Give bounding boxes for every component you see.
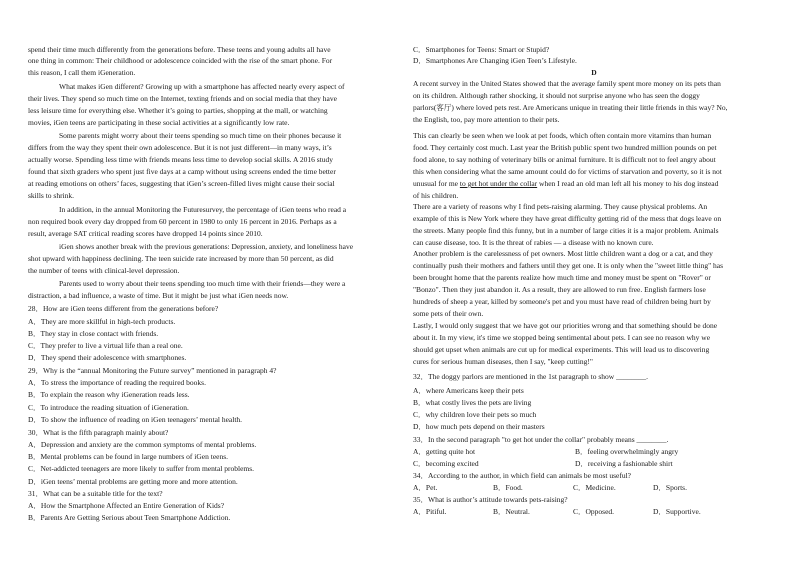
answer-option: B．To explain the reason why iGeneration reads less. <box>28 390 190 399</box>
answer-option: A．where Americans keep their pets <box>413 386 524 395</box>
answer-option: B．Neutral. <box>493 507 530 516</box>
text-line: In addition, in the annual Monitoring the Futuresurvey, the percentage of iGen teens who read a <box>59 205 347 214</box>
text-line: at reading emotions on others’ faces, suggesting that iGen’s screen-filled lives might cause their social <box>28 179 335 188</box>
answer-option: D．receiving a fashionable shirt <box>575 459 673 468</box>
text-line: Another problem is the carelessness of pet owners. Most little children want a dog or a cat, and they <box>413 249 713 258</box>
answer-option: C．Opposed. <box>573 507 615 516</box>
text-line: food alone, to say nothing of veterinary bills or animal furniture. It is difficult not to feel angry about <box>413 155 716 164</box>
text-line: iGen shows another break with the previous generations: Depression, anxiety, and loneliness have <box>59 242 354 251</box>
text-line: found that sixth graders who spent just five days at a camp without using screens ended the time better <box>28 167 336 176</box>
answer-options-row <box>413 447 775 457</box>
question-text: 28．How are iGen teens different from the generations before? <box>28 304 219 313</box>
text-line: spend their time much differently from the generations before. These teens and young adults all have <box>28 45 331 54</box>
text-line: skills to shrink. <box>28 191 75 200</box>
text-line: movies, iGen teens are participating in these social activities at a significantly low rate. <box>28 118 290 127</box>
text-line: the streets. Many people find this funny, but in a number of large cities it is a major problem. Animals <box>413 226 719 235</box>
answer-option: A．Depression and anxiety are the common symptoms of mental problems. <box>28 440 257 449</box>
text-line: A recent survey in the United States showed that the average family spent more money on its pets than <box>413 79 721 88</box>
question-text: 29．Why is the “annual Monitoring the Future survey” mentioned in paragraph 4? <box>28 366 277 375</box>
answer-option: C．Net-addicted teenagers are more likely to suffer from mental problems. <box>28 464 255 473</box>
answer-option: D．iGen teens’ mental problems are getting more and more attention. <box>28 477 238 486</box>
answer-option: A．Pet. <box>413 483 438 492</box>
answer-option: B．Mental problems can be found in large numbers of iGen teens. <box>28 452 229 461</box>
answer-option: C．Smartphones for Teens: Smart or Stupid? <box>413 45 550 54</box>
text-line: hundreds of sheep a year, killed by someone's pet and you must have read of children being hurt by <box>413 297 711 306</box>
answer-option: D．Smartphones Are Changing iGen Teen’s Lifestyle. <box>413 56 577 65</box>
answer-option: B．Parents Are Getting Serious about Teen Smartphone Addiction. <box>28 513 231 522</box>
answer-option: A．getting quite hot <box>413 447 476 456</box>
text-line: should get upset when animals are cut up for medical experiments. This will lead us to discovering <box>413 345 710 354</box>
answer-option: D．Supportive. <box>653 507 701 516</box>
question-text: 34．According to the author, in which field can animals be most useful? <box>413 471 631 480</box>
answer-option: B．feeling overwhelmingly angry <box>575 447 679 456</box>
text-line: This can clearly be seen when we look at pet foods, which often contain more vitamins than human <box>413 131 712 140</box>
text-line: this reason, I call them iGeneration. <box>28 68 136 77</box>
answer-option: D．Sports. <box>653 483 687 492</box>
text-line: There are a variety of reasons why I find pets-raising alarming. They cause physical problems. An <box>413 202 708 211</box>
question-text: 32．The doggy parlors are mentioned in the 1st paragraph to show ________. <box>413 372 648 381</box>
section-label: D <box>591 68 597 77</box>
text-line: Lastly, I would only suggest that we have got our priorities wrong and that something should be done <box>413 321 718 330</box>
answer-option: D．They spend their adolescence with smartphones. <box>28 353 187 362</box>
answer-option: C．becoming excited <box>413 459 479 468</box>
answer-options-row <box>413 507 775 517</box>
question-text: 30．What is the fifth paragraph mainly about? <box>28 428 169 437</box>
text-line: this when considering what the same amount could do for victims of starvation and poverty, so it is not <box>413 167 722 176</box>
text-line: actually worse. Spending less time with friends means less time to develop social skills. A 2016 study <box>28 155 333 164</box>
answer-option: B．what costly lives the pets are living <box>413 398 532 407</box>
answer-option: C．Medicine. <box>573 483 616 492</box>
question-text: 31．What can be a suitable title for the text? <box>28 489 163 498</box>
answer-option: D．how much pets depend on their masters <box>413 422 545 431</box>
answer-option: A．How the Smartphone Affected an Entire Generation of Kids? <box>28 501 225 510</box>
text-line: the English, too, pay more attention to their pets. <box>413 115 560 124</box>
text-line: result, average SAT critical reading scores have dropped 14 points since 2010. <box>28 229 263 238</box>
text-line: "Bonzo". Then they just abandon it. As a result, they are allowed to run free. English farmers lose <box>413 285 706 294</box>
answer-options-row <box>413 483 775 493</box>
answer-option: C．why children love their pets so much <box>413 410 537 419</box>
text-line: can cause disease, too. It is the threat of rabies — a disease with no known cure. <box>413 238 654 247</box>
answer-option: A．To stress the importance of reading the required books. <box>28 378 206 387</box>
question-text: 33．In the second paragraph "to get hot under the collar" probably means ________. <box>413 435 669 444</box>
answer-options-row <box>413 459 775 469</box>
answer-option: B．Food. <box>493 483 523 492</box>
answer-option: C．They prefer to live a virtual life than a real one. <box>28 341 183 350</box>
text-line: Parents used to worry about their teens spending too much time with their friends—they were a <box>59 279 346 288</box>
text-segment: unusual for me <box>413 179 460 188</box>
text-segment: when I read an old man left all his money to his dog instead <box>537 179 719 188</box>
text-line: on its children. Although rather shocking, it should not surprise anyone who has seen the doggy <box>413 91 700 100</box>
underlined-phrase: to get hot under the collar <box>459 179 538 188</box>
text-line: shot upward with happiness declining. The teen suicide rate increased by more than 50 percent, as did <box>28 254 334 263</box>
answer-option: C．To introduce the reading situation of iGeneration. <box>28 403 189 412</box>
text-line: example of this is New York where they have great difficulty getting rid of the mess that dogs leave on <box>413 214 722 223</box>
text-line: their lives. They spend so much time on the Internet, texting friends and on social media that they have <box>28 94 337 103</box>
text-line: parlors(客厅) where loved pets rest. Are Americans unique in treating their little friends in this way? No, <box>413 103 728 112</box>
text-line: cures for serious human diseases, then I say, "keep cutting!" <box>413 357 593 366</box>
text-line: non required book every day dropped from 60 percent in 1980 to only 16 percent in 2016. Perhaps as a <box>28 217 337 226</box>
text-line: been brought home that the parents realize how much time and money must be spent on "Rover" or <box>413 273 711 282</box>
text-line: one thing in common: Their childhood or adolescence coincided with the rise of the smart phone. For <box>28 56 333 65</box>
text-line: of his children. <box>413 191 459 200</box>
text-line: distraction, a bad influence, a waste of time. But it might be just what iGen needs now. <box>28 291 289 300</box>
text-line: food. They certainly cost much. Last year the British public spent two hundred million pounds on pet <box>413 143 717 152</box>
text-line: continually push their mothers and fathers until they get one. It is only when the "sweet little thing" has <box>413 261 724 270</box>
text-line: less leisure time for everything else. Whether it’s going to parties, shopping at the mall, or watching <box>28 106 328 115</box>
text-line: What makes iGen different? Growing up with a smartphone has affected nearly every aspect of <box>59 82 345 91</box>
text-line-underlined <box>413 179 775 189</box>
answer-option: A．Pitiful. <box>413 507 447 516</box>
text-line: the number of teens with clinical-level depression. <box>28 266 180 275</box>
text-line: differs from the way they spent their own adolescence. But it is not just different—in many ways, it’s <box>28 143 332 152</box>
text-line: about it. In my view, it's time we stopped being sentimental about pets. I can see no reason why we <box>413 333 711 342</box>
answer-option: D．To show the influence of reading on iGen teenagers’ mental health. <box>28 415 243 424</box>
answer-option: B．They stay in close contact with friends. <box>28 329 159 338</box>
answer-option: A．They are more skillful in high-tech products. <box>28 317 176 326</box>
text-line: Some parents might worry about their teens spending so much time on their phones because it <box>59 131 342 140</box>
question-text: 35．What is author’s attitude towards pets-raising? <box>413 495 568 504</box>
text-line: some pets of their own. <box>413 309 484 318</box>
